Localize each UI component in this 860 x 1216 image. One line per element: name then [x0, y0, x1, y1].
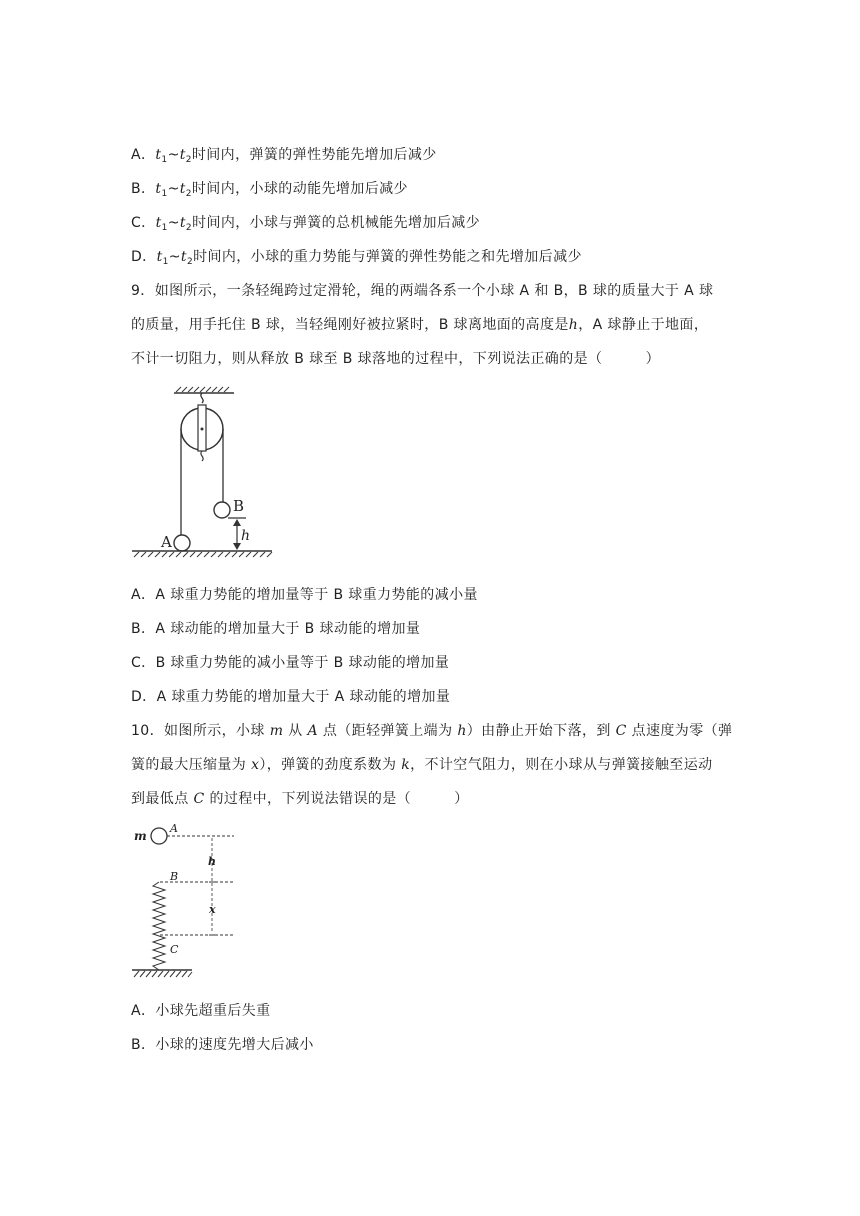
label-h: h [241, 528, 251, 544]
q8-option-c: C．$t_1\sim t_2$时间内，小球与弹簧的总机械能先增加后减少 [131, 215, 481, 233]
q9-option-b: B．A 球动能的增加量大于 B 球动能的增加量 [131, 621, 421, 637]
q9-option-c: C．B 球重力势能的减小量等于 B 球动能的增加量 [131, 655, 450, 671]
label-m: m [134, 829, 147, 843]
q8-option-a: A．$t_1\sim t_2$时间内，弹簧的弹性势能先增加后减少 [131, 147, 437, 165]
q10-stem-line2: 簧的最大压缩量为 x），弹簧的劲度系数为 k，不计空气阻力，则在小球从与弹簧接触至运动 [131, 757, 713, 773]
q9-option-d: D．A 球重力势能的增加量大于 A 球动能的增加量 [131, 689, 451, 705]
label-b: B [233, 497, 245, 515]
q10-stem-line3: 到最低点 C 的过程中，下列说法错误的是（ ） [131, 791, 469, 807]
q9-stem-line2: 的质量，用手托住 B 球，当轻绳刚好被拉紧时，B 球离地面的高度是h，A 球静止于地面， [131, 317, 709, 333]
label-point-c: C [170, 943, 179, 956]
spring-diagram [130, 820, 242, 986]
q10-stem-line1: 10．如图所示，小球 m 从 A 点（距轻弹簧上端为 h）由静止开始下落，到 C 点速度为零（弹 [131, 723, 733, 739]
q8-option-d: D．$t_1\sim t_2$时间内，小球的重力势能与弹簧的弹性势能之和先增加后减少 [131, 249, 582, 267]
ground-hatch [134, 552, 272, 557]
label-x: x [209, 903, 216, 916]
q9-pulley-figure [128, 385, 278, 569]
label-point-a: A [170, 822, 178, 835]
ball-a [174, 535, 190, 551]
q9-option-a: A．A 球重力势能的增加量等于 B 球重力势能的减小量 [131, 587, 478, 603]
label-h: h [208, 855, 216, 868]
q9-stem-line3: 不计一切阻力，则从释放 B 球至 B 球落地的过程中，下列说法正确的是（ ） [131, 351, 661, 367]
ball-m [151, 828, 167, 844]
q9-stem-line1: 9．如图所示，一条轻绳跨过定滑轮，绳的两端各系一个小球 A 和 B，B 球的质量大于 A 球 [131, 283, 714, 299]
spring [153, 882, 165, 970]
label-a: A [161, 533, 172, 551]
q10-option-b: B．小球的速度先增大后减小 [131, 1037, 314, 1053]
ball-b [214, 502, 230, 518]
pulley-diagram [128, 385, 278, 565]
ceiling-hatch [176, 387, 229, 392]
label-point-b: B [170, 870, 179, 883]
q10-option-a: A．小球先超重后失重 [131, 1003, 271, 1019]
hook-icon [201, 393, 203, 403]
q8-option-b: B．$t_1\sim t_2$时间内，小球的动能先增加后减少 [131, 181, 408, 199]
q10-spring-figure [130, 820, 242, 990]
